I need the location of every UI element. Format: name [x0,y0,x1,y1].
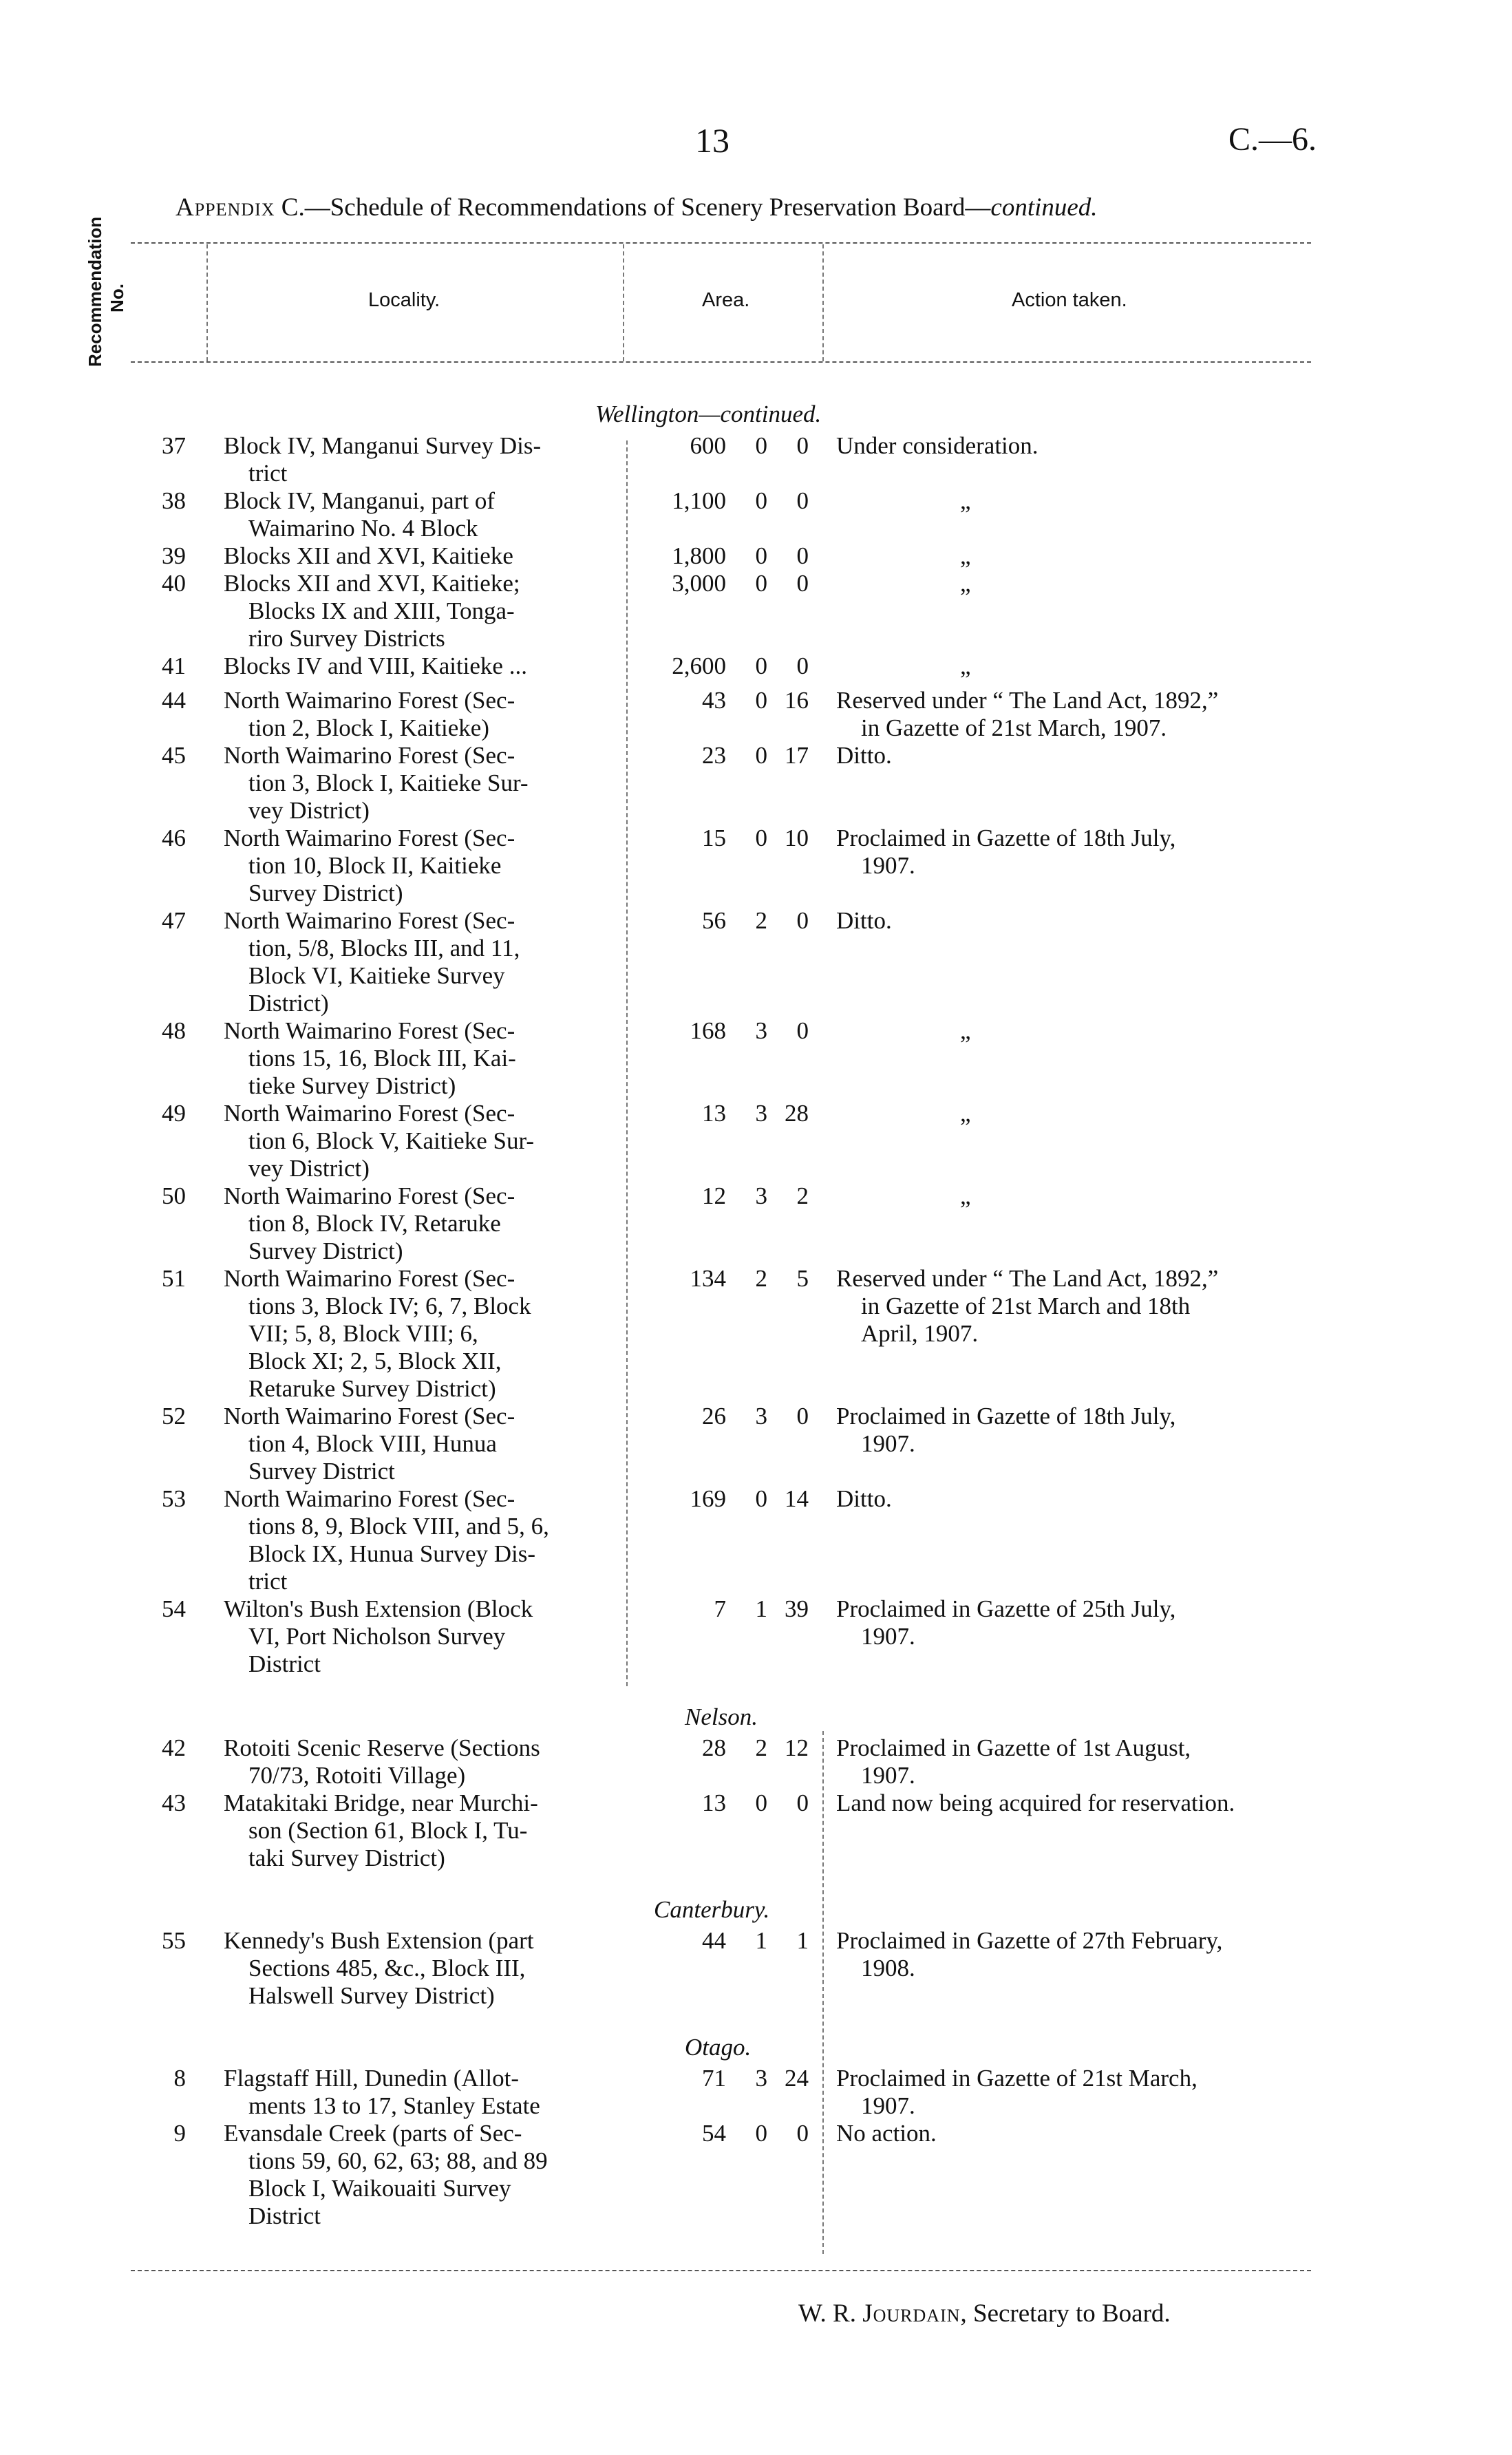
area-roods: 0 [755,687,767,714]
area-perches: 24 [785,2065,809,2092]
locality-cell [224,742,626,825]
action-line: Proclaimed in Gazette of 1st August, [836,1734,1191,1761]
area-perches: 0 [796,487,809,514]
locality-cell [224,907,626,1017]
area-roods: 0 [755,570,767,597]
locality-line: Kennedy's Bush Extension (part [224,1927,534,1954]
area-perches: 1 [796,1927,809,1954]
locality-cell [224,1595,626,1678]
column-rule-4 [626,440,628,1686]
area-acres: 1,100 [672,487,726,514]
area-acres: 13 [702,1100,726,1127]
locality-line: North Waimarino Forest (Sec- [224,907,515,934]
locality-line: Wilton's Bush Extension (Block [224,1595,533,1622]
area-perches: 0 [796,570,809,597]
locality-line: Rotoiti Scenic Reserve (Sections [224,1734,540,1761]
table-bottom-rule [131,2270,1311,2271]
area-roods: 1 [755,1595,767,1622]
signature [798,2299,1171,2328]
locality-line: District) [248,990,329,1017]
action-line: „ [960,652,971,679]
locality-cell [224,2065,626,2120]
area-perches: 14 [785,1485,809,1512]
page-number: 13 [695,121,730,160]
recommendation-number: 47 [162,907,186,934]
locality-line: Waimarino No. 4 Block [248,515,478,542]
locality-cell [224,570,626,652]
area-perches: 2 [796,1182,809,1209]
area-acres: 169 [690,1485,726,1512]
locality-line: District [248,1650,321,1677]
locality-cell [224,487,626,542]
action-line: „ [960,570,971,597]
title-suffix: continued. [990,193,1098,222]
area-acres: 13 [702,1789,726,1816]
action-cell [836,907,1345,935]
locality-line: Blocks XII and XVI, Kaitieke; [224,570,520,597]
locality-line: tions 3, Block IV; 6, 7, Block [248,1293,531,1319]
locality-line: vey District) [248,1155,370,1182]
action-line: Under consideration. [836,432,1039,459]
locality-line: tion 10, Block II, Kaitieke [248,852,502,879]
action-line: Proclaimed in Gazette of 18th July, [836,1403,1176,1430]
locality-line: Survey District) [248,1237,403,1264]
action-line: Proclaimed in Gazette of 21st March, [836,2065,1197,2092]
area-perches: 0 [796,1789,809,1816]
recommendation-number: 8 [173,2065,186,2092]
column-header-area: Area. [702,289,750,311]
locality-cell [224,1100,626,1182]
locality-line: Retaruke Survey District) [248,1375,496,1402]
signature-title: , Secretary to Board. [960,2299,1171,2328]
action-cell [836,1485,1345,1513]
area-acres: 71 [702,2065,726,2092]
locality-cell [224,652,626,680]
area-roods: 3 [755,2065,767,2092]
locality-cell [224,542,626,570]
action-cell [836,1595,1345,1650]
action-cell [836,1789,1345,1817]
area-roods: 0 [755,2120,767,2147]
locality-line: Sections 485, &c., Block III, [248,1955,526,1981]
area-acres: 56 [702,907,726,934]
area-perches: 0 [796,2120,809,2147]
area-acres: 26 [702,1403,726,1430]
section-heading: Wellington—continued. [595,401,822,427]
area-roods: 0 [755,825,767,851]
action-line: 1908. [861,1955,915,1981]
locality-line: tion 3, Block I, Kaitieke Sur- [248,769,529,796]
locality-cell [224,1485,626,1595]
document-reference: C.—6. [1228,121,1317,158]
header-bottom-rule [131,361,1311,363]
column-rule-6 [822,1731,824,2254]
locality-line: VII; 5, 8, Block VIII; 6, [248,1320,478,1347]
area-acres: 168 [690,1017,726,1044]
area-perches: 0 [796,907,809,934]
action-line: April, 1907. [861,1320,979,1347]
action-cell [836,687,1345,742]
locality-line: Blocks XII and XVI, Kaitieke [224,542,513,569]
recommendation-number: 41 [162,652,186,679]
locality-cell [224,1403,626,1485]
area-perches: 10 [785,825,809,851]
action-line: Ditto. [836,907,892,934]
action-line: „ [960,487,971,514]
area-perches: 0 [796,1017,809,1044]
action-line: No action. [836,2120,937,2147]
area-acres: 600 [690,432,726,459]
action-cell [836,487,1345,515]
signature-initials: W. R. [798,2299,863,2328]
area-roods: 0 [755,652,767,679]
locality-line: Block I, Waikouaiti Survey [248,2175,511,2202]
locality-line: Halswell Survey District) [248,1982,495,2009]
locality-cell [224,1927,626,2010]
area-roods: 1 [755,1927,767,1954]
locality-line: Evansdale Creek (parts of Sec- [224,2120,522,2147]
recommendation-number: 51 [162,1265,186,1292]
locality-line: Block IV, Manganui Survey Dis- [224,432,542,459]
locality-line: North Waimarino Forest (Sec- [224,1403,515,1430]
locality-line: trict [248,460,288,487]
column-rule-3 [822,244,824,361]
recommendation-number: 49 [162,1100,186,1127]
locality-cell [224,432,626,487]
area-acres: 15 [702,825,726,851]
area-perches: 16 [785,687,809,714]
recommendation-number: 37 [162,432,186,459]
locality-line: North Waimarino Forest (Sec- [224,742,515,769]
locality-cell [224,825,626,907]
signature-name: Jourdain [862,2299,961,2328]
locality-line: tion 6, Block V, Kaitieke Sur- [248,1127,535,1154]
locality-line: Block IX, Hunua Survey Dis- [248,1540,536,1567]
action-cell [836,1182,1345,1210]
action-cell [836,2065,1345,2120]
area-perches: 17 [785,742,809,769]
recommendation-number: 40 [162,570,186,597]
action-cell [836,652,1345,680]
action-cell [836,1265,1345,1348]
locality-line: tieke Survey District) [248,1072,456,1099]
action-line: „ [960,1100,971,1127]
area-perches: 12 [785,1734,809,1761]
locality-line: Block XI; 2, 5, Block XII, [248,1348,502,1374]
recommendation-number: 44 [162,687,186,714]
action-line: 1907. [861,852,915,879]
schedule-title [175,193,1098,222]
area-perches: 39 [785,1595,809,1622]
locality-line: North Waimarino Forest (Sec- [224,687,515,714]
area-acres: 28 [702,1734,726,1761]
area-acres: 3,000 [672,570,726,597]
action-line: Ditto. [836,1485,892,1512]
action-line: Reserved under “ The Land Act, 1892,” [836,1265,1219,1292]
locality-line: Block IV, Manganui, part of [224,487,496,514]
action-line: Reserved under “ The Land Act, 1892,” [836,687,1219,714]
action-line: 1907. [861,1430,915,1457]
action-line: 1907. [861,2092,915,2119]
action-line: 1907. [861,1623,915,1650]
recommendation-number: 54 [162,1595,186,1622]
action-cell [836,1403,1345,1458]
action-line: in Gazette of 21st March and 18th [861,1293,1191,1319]
column-header-locality: Locality. [368,289,440,311]
area-acres: 1,800 [672,542,726,569]
area-roods: 3 [755,1182,767,1209]
area-roods: 2 [755,1265,767,1292]
locality-line: taki Survey District) [248,1845,445,1871]
recommendation-number: 39 [162,542,186,569]
recommendation-number: 45 [162,742,186,769]
locality-line: Matakitaki Bridge, near Murchi- [224,1789,538,1816]
locality-line: Blocks IV and VIII, Kaitieke ... [224,652,527,679]
header-top-rule [131,242,1311,244]
locality-line: tion 2, Block I, Kaitieke) [248,714,489,741]
locality-line: North Waimarino Forest (Sec- [224,825,515,851]
action-cell [836,1734,1345,1789]
action-line: „ [960,1182,971,1209]
action-line: Land now being acquired for reservation. [836,1789,1235,1816]
action-cell [836,825,1345,880]
action-cell [836,432,1345,460]
action-line: Proclaimed in Gazette of 18th July, [836,825,1176,851]
area-acres: 2,600 [672,652,726,679]
locality-line: Blocks IX and XIII, Tonga- [248,597,515,624]
locality-line: North Waimarino Forest (Sec- [224,1017,515,1044]
area-perches: 28 [785,1100,809,1127]
section-heading: Nelson. [685,1703,758,1730]
recommendation-number: 48 [162,1017,186,1044]
locality-line: tions 15, 16, Block III, Kai- [248,1045,516,1072]
area-roods: 2 [755,907,767,934]
recommendation-number: 52 [162,1403,186,1430]
locality-line: Survey District [248,1458,395,1485]
locality-cell [224,1265,626,1403]
action-line: in Gazette of 21st March, 1907. [861,714,1167,741]
action-cell [836,570,1345,597]
action-line: „ [960,1017,971,1044]
area-acres: 43 [702,687,726,714]
area-roods: 2 [755,1734,767,1761]
section-heading: Canterbury. [654,1896,770,1923]
locality-line: North Waimarino Forest (Sec- [224,1100,515,1127]
area-roods: 3 [755,1017,767,1044]
action-line: 1907. [861,1762,915,1789]
locality-line: Survey District) [248,880,403,906]
locality-line: tion 4, Block VIII, Hunua [248,1430,497,1457]
column-rule-1 [206,244,208,361]
action-line: Proclaimed in Gazette of 25th July, [836,1595,1176,1622]
recommendation-number: 43 [162,1789,186,1816]
column-rule-2 [623,244,624,361]
area-perches: 0 [796,432,809,459]
area-roods: 0 [755,432,767,459]
recommendation-number: 42 [162,1734,186,1761]
locality-line: tions 8, 9, Block VIII, and 5, 6, [248,1513,549,1540]
action-cell [836,742,1345,769]
locality-cell [224,1017,626,1100]
area-acres: 54 [702,2120,726,2147]
locality-line: Flagstaff Hill, Dunedin (Allot- [224,2065,520,2092]
locality-line: North Waimarino Forest (Sec- [224,1265,515,1292]
area-acres: 23 [702,742,726,769]
area-perches: 0 [796,1403,809,1430]
area-perches: 0 [796,542,809,569]
locality-line: trict [248,1568,288,1595]
action-cell [836,542,1345,570]
recommendation-number: 55 [162,1927,186,1954]
area-acres: 12 [702,1182,726,1209]
section-heading: Otago. [685,2034,752,2061]
locality-line: VI, Port Nicholson Survey [248,1623,506,1650]
area-acres: 134 [690,1265,726,1292]
recommendation-number: 50 [162,1182,186,1209]
action-line: Ditto. [836,742,892,769]
locality-line: riro Survey Districts [248,625,445,652]
locality-cell [224,1789,626,1872]
action-cell [836,2120,1345,2147]
recommendation-number: 46 [162,825,186,851]
locality-line: vey District) [248,797,370,824]
recommendation-number: 9 [173,2120,186,2147]
area-perches: 5 [796,1265,809,1292]
action-line: „ [960,542,971,569]
recommendation-number: 53 [162,1485,186,1512]
locality-line: Block VI, Kaitieke Survey [248,962,505,989]
area-acres: 44 [702,1927,726,1954]
area-roods: 0 [755,542,767,569]
locality-line: ments 13 to 17, Stanley Estate [248,2092,540,2119]
locality-cell [224,2120,626,2230]
locality-line: District [248,2202,321,2229]
locality-line: tions 59, 60, 62, 63; 88, and 89 [248,2147,548,2174]
action-line: Proclaimed in Gazette of 27th February, [836,1927,1223,1954]
column-header-number: Recommendation No. [85,216,127,367]
locality-line: tion 8, Block IV, Retaruke [248,1210,501,1237]
locality-line: North Waimarino Forest (Sec- [224,1485,515,1512]
area-roods: 3 [755,1100,767,1127]
action-cell [836,1927,1345,1982]
locality-line: 70/73, Rotoiti Village) [248,1762,466,1789]
area-roods: 3 [755,1403,767,1430]
area-roods: 0 [755,742,767,769]
recommendation-number: 38 [162,487,186,514]
locality-cell [224,687,626,742]
area-perches: 0 [796,652,809,679]
area-roods: 0 [755,1789,767,1816]
locality-cell [224,1182,626,1265]
action-cell [836,1017,1345,1045]
area-roods: 0 [755,1485,767,1512]
area-acres: 7 [714,1595,726,1622]
title-main: C.—Schedule of Recommendations of Scenery Preservation Board— [275,193,991,222]
area-roods: 0 [755,487,767,514]
title-prefix: Appendix [175,193,275,222]
column-header-action: Action taken. [1012,289,1127,311]
locality-line: tion, 5/8, Blocks III, and 11, [248,935,520,961]
locality-line: son (Section 61, Block I, Tu- [248,1817,528,1844]
locality-cell [224,1734,626,1789]
action-cell [836,1100,1345,1127]
locality-line: North Waimarino Forest (Sec- [224,1182,515,1209]
